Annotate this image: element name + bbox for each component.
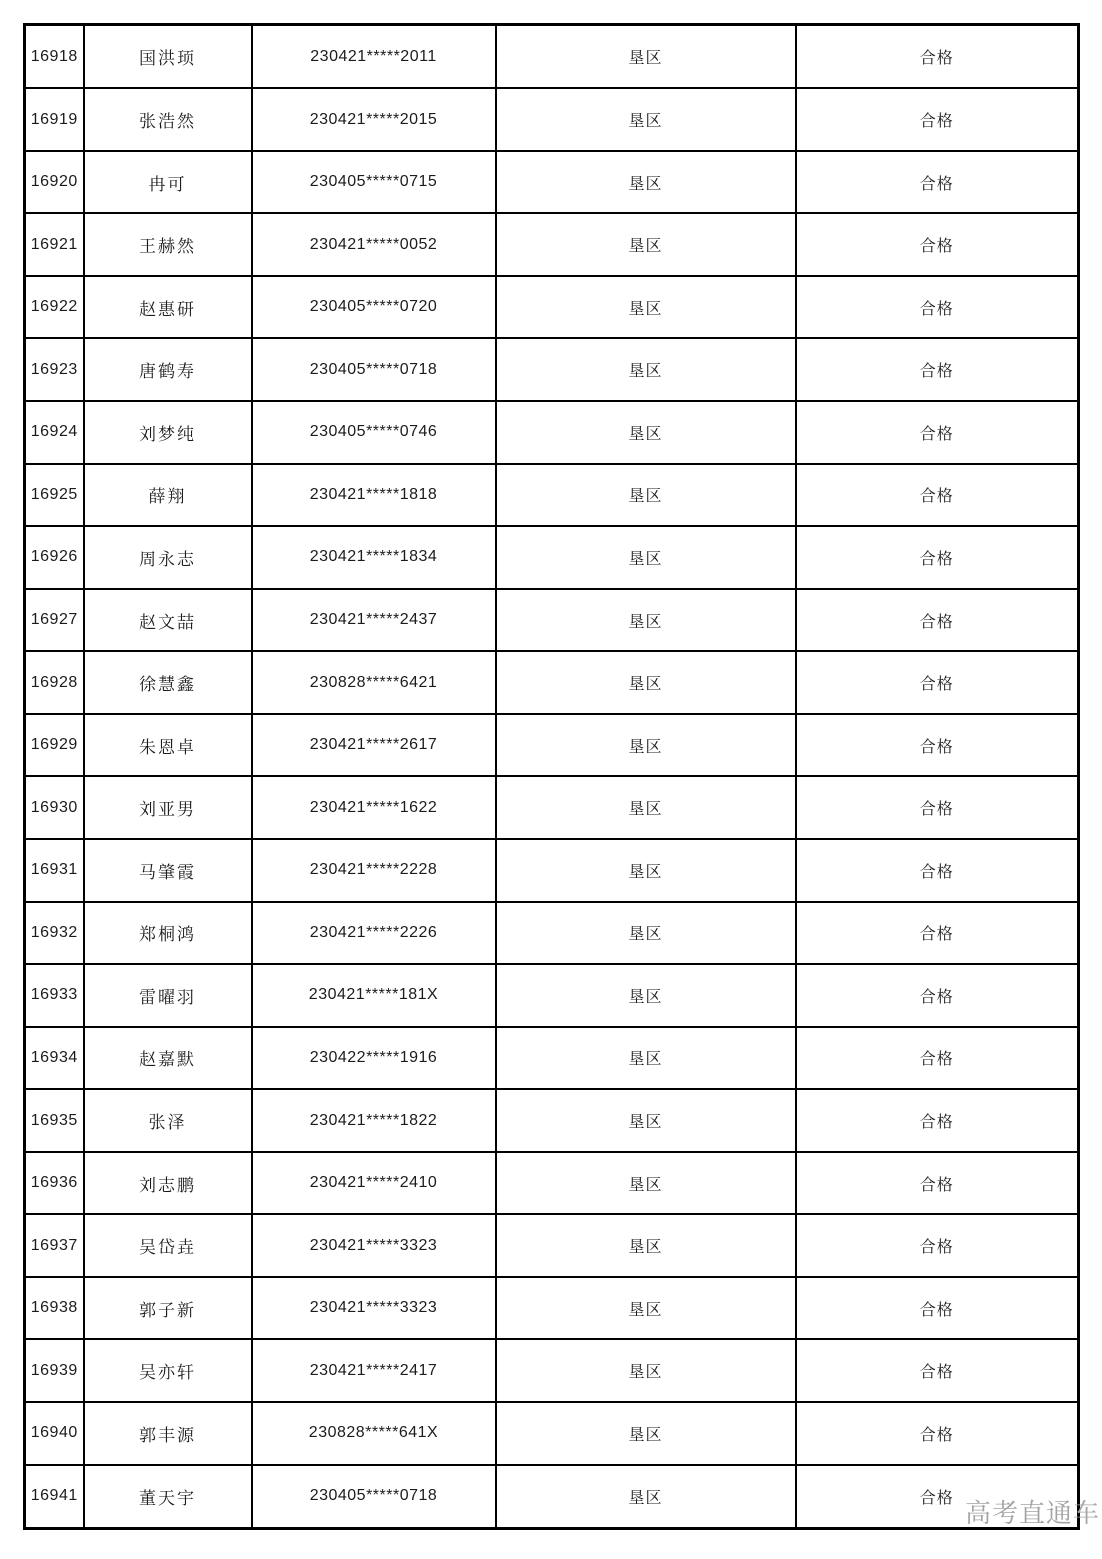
- cell-district: 垦区: [496, 276, 796, 339]
- table-row: [25, 1027, 1079, 1090]
- cell-serial: 16919: [25, 88, 84, 151]
- cell-result: 合格: [796, 1277, 1079, 1340]
- table-row: [25, 1277, 1079, 1340]
- cell-name: 张泽: [84, 1089, 252, 1152]
- cell-result: 合格: [796, 1089, 1079, 1152]
- cell-name: 郭丰源: [84, 1402, 252, 1465]
- cell-result: 合格: [796, 651, 1079, 714]
- cell-district: 垦区: [496, 1089, 796, 1152]
- watermark-text: 高考直通车: [964, 1498, 1100, 1528]
- table-row: [25, 651, 1079, 714]
- cell-district: 垦区: [496, 964, 796, 1027]
- cell-district: 垦区: [496, 839, 796, 902]
- results-table-body: [25, 25, 1079, 1529]
- cell-serial: 16938: [25, 1277, 84, 1340]
- cell-serial: 16921: [25, 213, 84, 276]
- table-row: [25, 88, 1079, 151]
- cell-id_number: 230421*****1622: [252, 776, 496, 839]
- cell-id_number: 230421*****2015: [252, 88, 496, 151]
- cell-district: 垦区: [496, 88, 796, 151]
- cell-id_number: 230421*****1818: [252, 464, 496, 527]
- table-row: [25, 338, 1079, 401]
- cell-name: 刘梦纯: [84, 401, 252, 464]
- cell-result: 合格: [796, 25, 1079, 89]
- table-row: [25, 964, 1079, 1027]
- cell-serial: 16924: [25, 401, 84, 464]
- table-row: [25, 25, 1079, 89]
- cell-serial: 16937: [25, 1214, 84, 1277]
- cell-result: 合格: [796, 776, 1079, 839]
- cell-result: 合格: [796, 401, 1079, 464]
- cell-id_number: 230405*****0718: [252, 1465, 496, 1529]
- qualification-results-table: [23, 23, 1080, 1530]
- cell-serial: 16941: [25, 1465, 84, 1529]
- cell-result: 合格: [796, 464, 1079, 527]
- cell-id_number: 230422*****1916: [252, 1027, 496, 1090]
- cell-result: 合格: [796, 151, 1079, 214]
- cell-serial: 16934: [25, 1027, 84, 1090]
- table-row: [25, 1152, 1079, 1215]
- cell-district: 垦区: [496, 651, 796, 714]
- cell-result: 合格: [796, 589, 1079, 652]
- cell-serial: 16935: [25, 1089, 84, 1152]
- cell-result: 合格: [796, 213, 1079, 276]
- cell-serial: 16940: [25, 1402, 84, 1465]
- table-row: [25, 714, 1079, 777]
- cell-name: 国洪顼: [84, 25, 252, 89]
- cell-district: 垦区: [496, 1402, 796, 1465]
- cell-name: 雷曜羽: [84, 964, 252, 1027]
- cell-result: 合格: [796, 1402, 1079, 1465]
- cell-serial: 16939: [25, 1339, 84, 1402]
- cell-id_number: 230405*****0720: [252, 276, 496, 339]
- table-row: [25, 213, 1079, 276]
- cell-result: 合格: [796, 714, 1079, 777]
- cell-id_number: 230828*****641X: [252, 1402, 496, 1465]
- cell-district: 垦区: [496, 151, 796, 214]
- table-row: [25, 1465, 1079, 1529]
- cell-result: 合格: [796, 902, 1079, 965]
- cell-result: 合格: [796, 964, 1079, 1027]
- cell-district: 垦区: [496, 776, 796, 839]
- cell-serial: 16933: [25, 964, 84, 1027]
- cell-serial: 16918: [25, 25, 84, 89]
- cell-id_number: 230421*****3323: [252, 1277, 496, 1340]
- cell-id_number: 230421*****2226: [252, 902, 496, 965]
- cell-serial: 16932: [25, 902, 84, 965]
- cell-result: 合格: [796, 526, 1079, 589]
- cell-district: 垦区: [496, 213, 796, 276]
- cell-result: 合格: [796, 1339, 1079, 1402]
- cell-name: 周永志: [84, 526, 252, 589]
- table-row: [25, 1214, 1079, 1277]
- cell-id_number: 230421*****3323: [252, 1214, 496, 1277]
- cell-name: 赵嘉默: [84, 1027, 252, 1090]
- table-row: [25, 1339, 1079, 1402]
- table-row: [25, 401, 1079, 464]
- cell-district: 垦区: [496, 526, 796, 589]
- cell-district: 垦区: [496, 464, 796, 527]
- cell-name: 徐慧鑫: [84, 651, 252, 714]
- cell-name: 郭子新: [84, 1277, 252, 1340]
- cell-district: 垦区: [496, 1027, 796, 1090]
- cell-name: 吴亦轩: [84, 1339, 252, 1402]
- cell-serial: 16920: [25, 151, 84, 214]
- cell-serial: 16922: [25, 276, 84, 339]
- cell-serial: 16927: [25, 589, 84, 652]
- cell-id_number: 230421*****0052: [252, 213, 496, 276]
- cell-name: 吴岱垚: [84, 1214, 252, 1277]
- cell-name: 朱恩卓: [84, 714, 252, 777]
- cell-name: 董天宇: [84, 1465, 252, 1529]
- cell-district: 垦区: [496, 338, 796, 401]
- cell-result: 合格: [796, 338, 1079, 401]
- cell-result: 合格: [796, 839, 1079, 902]
- cell-result: 合格: [796, 88, 1079, 151]
- cell-id_number: 230405*****0718: [252, 338, 496, 401]
- cell-district: 垦区: [496, 589, 796, 652]
- cell-district: 垦区: [496, 25, 796, 89]
- cell-id_number: 230421*****2011: [252, 25, 496, 89]
- cell-id_number: 230421*****2437: [252, 589, 496, 652]
- table-row: [25, 776, 1079, 839]
- cell-district: 垦区: [496, 902, 796, 965]
- cell-id_number: 230421*****2410: [252, 1152, 496, 1215]
- cell-district: 垦区: [496, 1465, 796, 1529]
- cell-result: 合格: [796, 1027, 1079, 1090]
- cell-district: 垦区: [496, 1339, 796, 1402]
- cell-name: 薛翔: [84, 464, 252, 527]
- cell-result: 合格: [796, 1465, 1079, 1529]
- table-row: [25, 839, 1079, 902]
- cell-serial: 16926: [25, 526, 84, 589]
- cell-result: 合格: [796, 1152, 1079, 1215]
- cell-id_number: 230421*****1834: [252, 526, 496, 589]
- cell-serial: 16923: [25, 338, 84, 401]
- cell-district: 垦区: [496, 401, 796, 464]
- table-row: [25, 902, 1079, 965]
- cell-name: 刘志鹏: [84, 1152, 252, 1215]
- cell-name: 冉可: [84, 151, 252, 214]
- cell-district: 垦区: [496, 714, 796, 777]
- table-row: [25, 589, 1079, 652]
- cell-id_number: 230405*****0715: [252, 151, 496, 214]
- cell-name: 刘亚男: [84, 776, 252, 839]
- cell-name: 赵惠研: [84, 276, 252, 339]
- table-row: [25, 1089, 1079, 1152]
- cell-id_number: 230405*****0746: [252, 401, 496, 464]
- table-row: [25, 1402, 1079, 1465]
- cell-name: 赵文喆: [84, 589, 252, 652]
- cell-name: 郑桐鸿: [84, 902, 252, 965]
- cell-id_number: 230421*****181X: [252, 964, 496, 1027]
- cell-name: 马肇霞: [84, 839, 252, 902]
- cell-id_number: 230421*****2617: [252, 714, 496, 777]
- cell-district: 垦区: [496, 1214, 796, 1277]
- cell-serial: 16925: [25, 464, 84, 527]
- cell-serial: 16931: [25, 839, 84, 902]
- cell-serial: 16928: [25, 651, 84, 714]
- cell-name: 唐鹤寿: [84, 338, 252, 401]
- cell-id_number: 230421*****1822: [252, 1089, 496, 1152]
- cell-serial: 16929: [25, 714, 84, 777]
- cell-name: 张浩然: [84, 88, 252, 151]
- table-row: [25, 464, 1079, 527]
- table-row: [25, 276, 1079, 339]
- cell-serial: 16930: [25, 776, 84, 839]
- cell-district: 垦区: [496, 1277, 796, 1340]
- table-row: [25, 151, 1079, 214]
- cell-id_number: 230421*****2417: [252, 1339, 496, 1402]
- cell-id_number: 230421*****2228: [252, 839, 496, 902]
- table-row: [25, 526, 1079, 589]
- cell-result: 合格: [796, 1214, 1079, 1277]
- cell-id_number: 230828*****6421: [252, 651, 496, 714]
- cell-name: 王赫然: [84, 213, 252, 276]
- cell-result: 合格: [796, 276, 1079, 339]
- cell-district: 垦区: [496, 1152, 796, 1215]
- cell-serial: 16936: [25, 1152, 84, 1215]
